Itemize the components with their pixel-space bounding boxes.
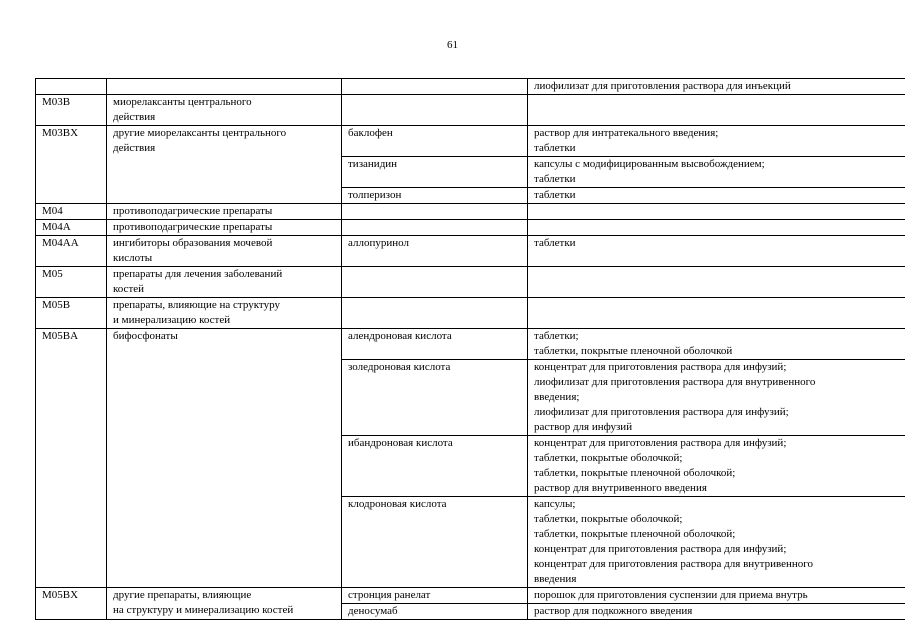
- drug-name-cell: [342, 220, 528, 236]
- table-row: [36, 329, 905, 360]
- anatomical-therapeutic-group-cell: [107, 329, 342, 588]
- drug-name-cell: ибандроновая кислота: [342, 436, 528, 497]
- dosage-form-cell: [528, 157, 905, 188]
- dosage-form-line: таблетки, покрытые пленочной оболочкой;: [534, 528, 736, 540]
- table-row: [36, 204, 905, 220]
- drug-name-cell: аллопуринол: [342, 236, 528, 267]
- dosage-form-line: таблетки, покрытые пленочной оболочкой;: [534, 467, 736, 479]
- drug-name-cell: стронция ранелат: [342, 588, 528, 604]
- anatomical-therapeutic-group-cell: [107, 267, 342, 298]
- anatomical-therapeutic-group-cell: [107, 126, 342, 204]
- dosage-form-line: таблетки;: [534, 330, 579, 342]
- dosage-form-cell: [528, 360, 905, 436]
- atc-code-cell: M05B: [36, 298, 107, 329]
- dosage-form-line: капсулы;: [534, 498, 576, 510]
- group-text-line: противоподагрические препараты: [113, 221, 273, 233]
- dosage-form-line: введения: [534, 573, 577, 585]
- drug-name-cell: баклофен: [342, 126, 528, 157]
- dosage-form-cell: [528, 220, 905, 236]
- table-row: [36, 267, 905, 298]
- dosage-form-cell: [528, 298, 905, 329]
- dosage-form-cell: [528, 604, 905, 620]
- anatomical-therapeutic-group-cell: [107, 236, 342, 267]
- atc-code-cell: M05: [36, 267, 107, 298]
- drug-name-cell: клодроновая кислота: [342, 497, 528, 588]
- group-text-line: препараты для лечения заболеваний: [113, 268, 283, 280]
- group-text-line: действия: [113, 111, 156, 123]
- group-text-line: бифосфонаты: [113, 330, 178, 342]
- group-text-line: действия: [113, 142, 156, 154]
- dosage-form-line: таблетки: [534, 189, 576, 201]
- drug-name-cell: золедроновая кислота: [342, 360, 528, 436]
- dosage-form-line: лиофилизат для приготовления раствора для инфузий;: [534, 406, 789, 418]
- group-text-line: другие препараты, влияющие: [113, 589, 252, 601]
- dosage-form-line: таблетки, покрытые оболочкой;: [534, 452, 683, 464]
- atc-code-cell: M05BA: [36, 329, 107, 588]
- group-text-line: на структуру и минерализацию костей: [113, 604, 294, 616]
- dosage-form-line: таблетки: [534, 173, 576, 185]
- atc-code-cell: M04: [36, 204, 107, 220]
- dosage-form-cell: [528, 497, 905, 588]
- anatomical-therapeutic-group-cell: [107, 79, 342, 95]
- anatomical-therapeutic-group-cell: [107, 204, 342, 220]
- table-row: [36, 126, 905, 157]
- group-text-line: противоподагрические препараты: [113, 205, 273, 217]
- dosage-form-line: концентрат для приготовления раствора для инфузий;: [534, 437, 787, 449]
- drug-name-cell: [342, 298, 528, 329]
- anatomical-therapeutic-group-cell: [107, 220, 342, 236]
- dosage-form-line: капсулы с модифицированным высвобождением;: [534, 158, 765, 170]
- drug-name-cell: деносумаб: [342, 604, 528, 620]
- dosage-form-line: концентрат для приготовления раствора для инфузий;: [534, 361, 787, 373]
- drug-name-cell: [342, 95, 528, 126]
- atc-code-cell: M04AA: [36, 236, 107, 267]
- dosage-form-cell: [528, 436, 905, 497]
- table-row: [36, 95, 905, 126]
- table-row: [36, 298, 905, 329]
- atc-code-cell: M03BX: [36, 126, 107, 204]
- anatomical-therapeutic-group-cell: [107, 95, 342, 126]
- dosage-form-line: таблетки: [534, 237, 576, 249]
- group-text-line: препараты, влияющие на структуру: [113, 299, 280, 311]
- drug-name-cell: толперизон: [342, 188, 528, 204]
- dosage-form-line: раствор для интратекального введения;: [534, 127, 719, 139]
- dosage-form-cell: [528, 204, 905, 220]
- dosage-form-line: лиофилизат для приготовления раствора для инъекций: [534, 80, 791, 92]
- group-text-line: другие миорелаксанты центрального: [113, 127, 287, 139]
- atc-code-cell: M05BX: [36, 588, 107, 620]
- group-text-line: костей: [113, 283, 145, 295]
- dosage-form-cell: [528, 188, 905, 204]
- table-row: [36, 588, 905, 604]
- dosage-form-cell: [528, 267, 905, 298]
- group-text-line: ингибиторы образования мочевой: [113, 237, 273, 249]
- dosage-form-line: введения;: [534, 391, 580, 403]
- atc-code-cell: [36, 79, 107, 95]
- group-text-line: и минерализацию костей: [113, 314, 231, 326]
- page-number: 61: [447, 39, 458, 51]
- anatomical-therapeutic-group-cell: [107, 298, 342, 329]
- dosage-form-line: порошок для приготовления суспензии для приема внутрь: [534, 589, 808, 601]
- table-row: [36, 79, 905, 95]
- anatomical-therapeutic-group-cell: [107, 588, 342, 620]
- dosage-form-cell: [528, 329, 905, 360]
- dosage-form-line: раствор для подкожного введения: [534, 605, 693, 617]
- dosage-form-line: концентрат для приготовления раствора для инфузий;: [534, 543, 787, 555]
- dosage-form-cell: [528, 126, 905, 157]
- dosage-form-line: таблетки, покрытые пленочной оболочкой: [534, 345, 733, 357]
- drug-name-cell: [342, 204, 528, 220]
- group-text-line: кислоты: [113, 252, 153, 264]
- dosage-form-line: раствор для инфузий: [534, 421, 633, 433]
- group-text-line: миорелаксанты центрального: [113, 96, 252, 108]
- dosage-form-cell: [528, 588, 905, 604]
- atc-code-cell: M04A: [36, 220, 107, 236]
- drug-name-cell: алендроновая кислота: [342, 329, 528, 360]
- dosage-form-cell: [528, 79, 905, 95]
- dosage-form-line: лиофилизат для приготовления раствора для внутривенного: [534, 376, 816, 388]
- table-body: [36, 79, 905, 620]
- table-row: [36, 220, 905, 236]
- drug-name-cell: [342, 267, 528, 298]
- drug-name-cell: [342, 79, 528, 95]
- table-row: [36, 236, 905, 267]
- drug-name-cell: тизанидин: [342, 157, 528, 188]
- dosage-form-line: концентрат для приготовления раствора для внутривенного: [534, 558, 814, 570]
- dosage-form-line: таблетки: [534, 142, 576, 154]
- dosage-form-line: раствор для внутривенного введения: [534, 482, 707, 494]
- dosage-form-cell: [528, 236, 905, 267]
- dosage-form-line: таблетки, покрытые оболочкой;: [534, 513, 683, 525]
- drug-table: [35, 78, 905, 620]
- dosage-form-cell: [528, 95, 905, 126]
- atc-code-cell: M03B: [36, 95, 107, 126]
